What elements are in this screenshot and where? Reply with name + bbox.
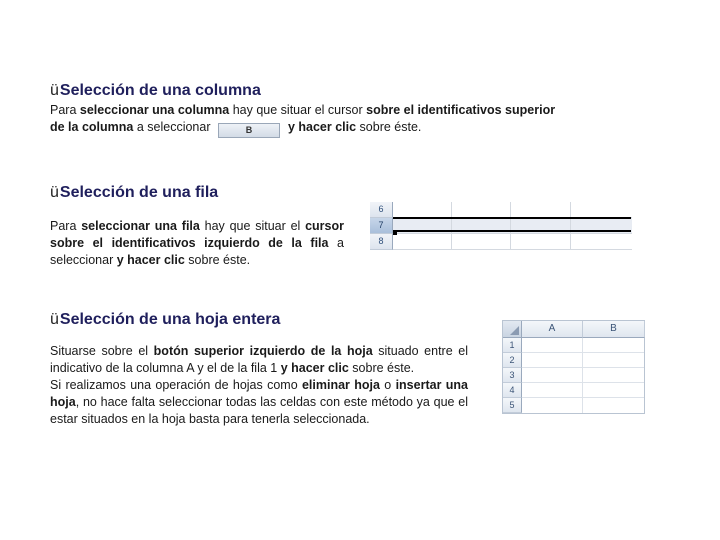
heading-text: Selección de una columna — [59, 82, 261, 99]
paragraph-select-column — [50, 102, 570, 138]
grid-line — [522, 382, 644, 383]
select-all-triangle-icon — [510, 326, 519, 335]
row-header-7[interactable]: 7 — [370, 218, 393, 234]
row-selection-grid — [370, 202, 632, 250]
row-header-6[interactable]: 6 — [370, 202, 393, 218]
paragraph-select-sheet — [50, 343, 468, 428]
text-run: a seleccionar — [50, 236, 344, 267]
row-header-1[interactable]: 1 — [503, 338, 522, 353]
text-bold: seleccionar una columna — [79, 103, 230, 117]
check-mark-icon: ü — [50, 311, 59, 328]
text-bold: insertar una hoja — [50, 378, 468, 409]
text-run: o — [379, 378, 396, 392]
text-bold: y hacer clic — [287, 120, 357, 134]
grid-line — [522, 352, 644, 353]
check-mark-icon: ü — [50, 82, 59, 99]
row-selection-border — [393, 217, 631, 232]
grid-line — [522, 397, 644, 398]
row-cells — [393, 202, 632, 218]
column-header-b[interactable]: B — [583, 321, 645, 338]
text-bold: y hacer clic — [280, 361, 349, 375]
text-bold: eliminar hoja — [301, 378, 380, 392]
text-run: a seleccionar — [133, 120, 214, 134]
text-run: Situarse sobre el — [50, 344, 154, 358]
heading-select-sheet — [50, 311, 280, 329]
paragraph-select-row — [50, 218, 344, 269]
sheet-grid — [502, 320, 645, 414]
text-bold: seleccionar una fila — [81, 219, 200, 233]
row-header-4[interactable]: 4 — [503, 383, 522, 398]
check-mark-icon: ü — [50, 184, 59, 201]
heading-select-row — [50, 184, 218, 202]
text-run: sobre éste. — [184, 253, 251, 267]
text-run: Si realizamos una operación de hojas como — [50, 378, 302, 392]
text-run: situado entre el indicativo de la columna A y el de la fila 1 — [50, 344, 469, 375]
heading-text: Selección de una fila — [59, 184, 219, 201]
text-run: hay que situar el cursor — [229, 103, 367, 117]
text-run: hay que situar el — [199, 219, 306, 233]
text-run: sobre éste. — [348, 361, 415, 375]
grid-line — [582, 338, 583, 413]
grid-row — [370, 202, 632, 218]
text-bold: cursor sobre el identificativos izquierdo de la fila — [50, 219, 344, 250]
grid-row — [370, 234, 632, 250]
row-header-5[interactable]: 5 — [503, 398, 522, 413]
column-header-a[interactable]: A — [522, 321, 583, 338]
text-run: Para — [50, 103, 80, 117]
heading-select-column — [50, 82, 261, 100]
select-all-button[interactable] — [503, 321, 522, 338]
grid-line — [522, 367, 644, 368]
row-header-8[interactable]: 8 — [370, 234, 393, 250]
row-cells — [393, 234, 632, 250]
text-run: Para — [50, 219, 82, 233]
text-bold: botón superior izquierdo de la hoja — [153, 344, 373, 358]
fill-handle[interactable] — [393, 231, 397, 235]
row-header-3[interactable]: 3 — [503, 368, 522, 383]
row-header-2[interactable]: 2 — [503, 353, 522, 368]
text-bold: sobre el identificativos superior de la columna — [50, 103, 556, 134]
text-run: sobre éste. — [356, 120, 422, 134]
text-bold: y hacer clic — [116, 253, 185, 267]
text-run: , no hace falta seleccionar todas las celdas con este método ya que el estar situados en la hoja basta para tenerla seleccionada. — [50, 395, 468, 426]
heading-text: Selección de una hoja entera — [59, 311, 281, 328]
column-header-b[interactable]: B — [218, 123, 280, 138]
